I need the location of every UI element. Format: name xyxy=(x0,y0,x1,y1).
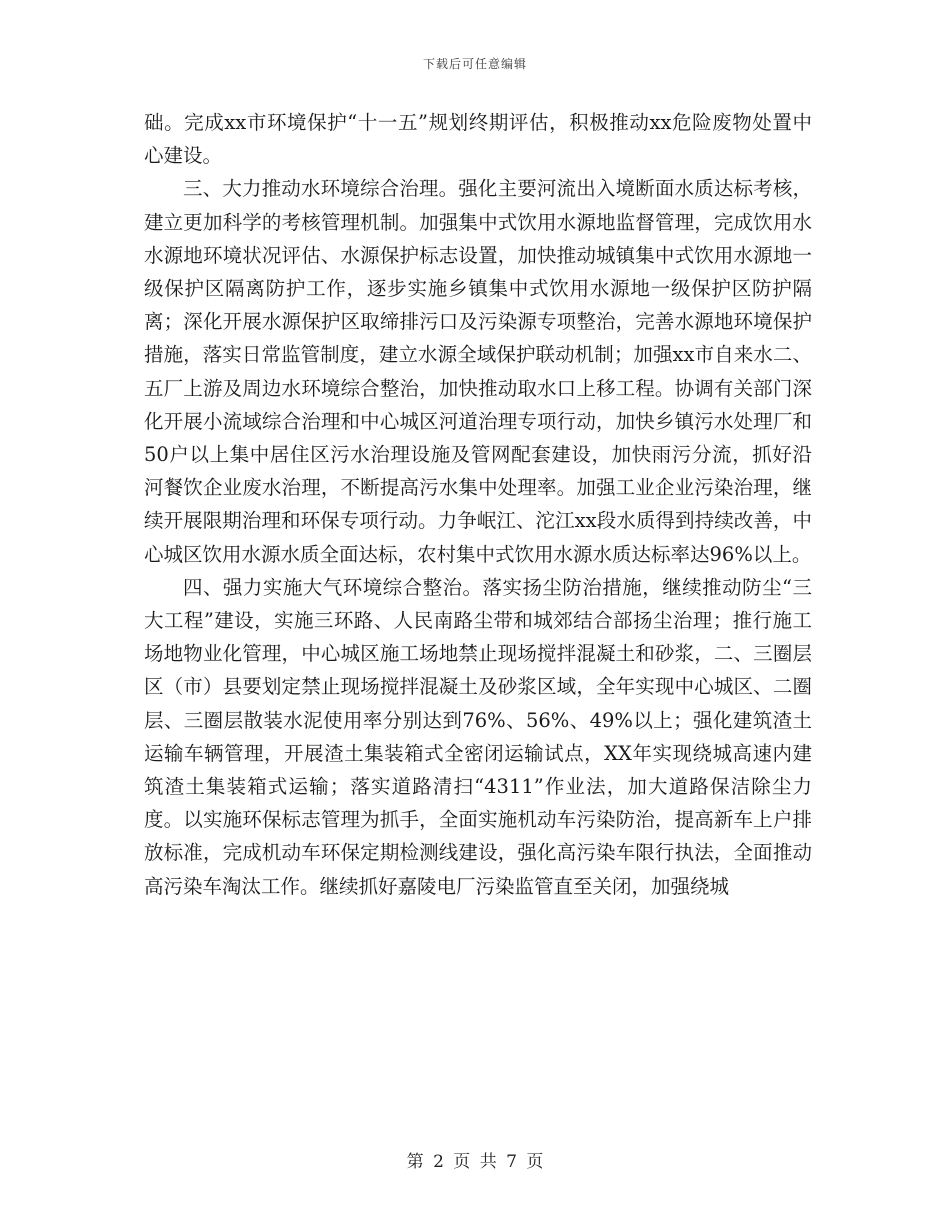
page-header: 下载后可任意编辑 xyxy=(422,57,527,71)
paragraph-air-environment: 四、强力实施大气环境综合整治。落实扬尘防治措施，继续推动防尘“三大工程”建设，实施三环路、人民南路尘带和城郊结合部扬尘治理；推行施工场地物业化管理，中心城区施工场地禁止现场搅拌混凝土和砂浆，二、三圈层区（市）县要划定禁止现场搅拌混凝土及砂浆区域，全年实现中心城区、二圈层、三圈层散装水泥使用率分别达到76%、56%、49%以上；强化建筑渣土运输车辆管理，开展渣土集装箱式全密闭运输试点，XX年实现绕城高速内建筑渣土集装箱式运输；落实道路清扫“4311”作业法，加大道路保洁除尘力度。以实施环保标志管理为抓手，全面实施机动车污染防治，提高新车上户排放标准，完成机动车环保定期检测线建设，强化高污染车限行执法，全面推动高污染车淘汰工作。继续抓好嘉陵电厂污染监管直至关闭，加强绕城 xyxy=(144,575,812,898)
paragraph-continuation: 础。完成xx市环境保护“十一五”规划终期评估，积极推动xx危险废物处置中心建设。 xyxy=(144,111,812,168)
paragraph-water-environment: 三、大力推动水环境综合治理。强化主要河流出入境断面水质达标考核，建立更加科学的考核管理机制。加强集中式饮用水源地监督管理，完成饮用水水源地环境状况评估、水源保护标志设置，加快推动城镇集中式饮用水源地一级保护区隔离防护工作，逐步实施乡镇集中式饮用水源地一级保护区防护隔离；深化开展水源保护区取缔排污口及污染源专项整治，完善水源地环境保护措施，落实日常监管制度，建立水源全域保护联动机制；加强xx市自来水二、五厂上游及周边水环境综合整治，加快推动取水口上移工程。协调有关部门深化开展小流域综合治理和中心城区河道治理专项行动，加快乡镇污水处理厂和50户以上集中居住区污水治理设施及管网配套建设，加快雨污分流，抓好沿河餐饮企业废水治理，不断提高污水集中处理率。加强工业企业污染治理，继续开展限期治理和环保专项行动。力争岷江、沱江xx段水质得到持续改善，中心城区饮用水源水质全面达标，农村集中式饮用水源水质达标率达96%以上。 xyxy=(144,177,812,566)
page-footer: 第 2 页 共 7 页 xyxy=(406,1152,544,1172)
document-body xyxy=(144,106,812,903)
